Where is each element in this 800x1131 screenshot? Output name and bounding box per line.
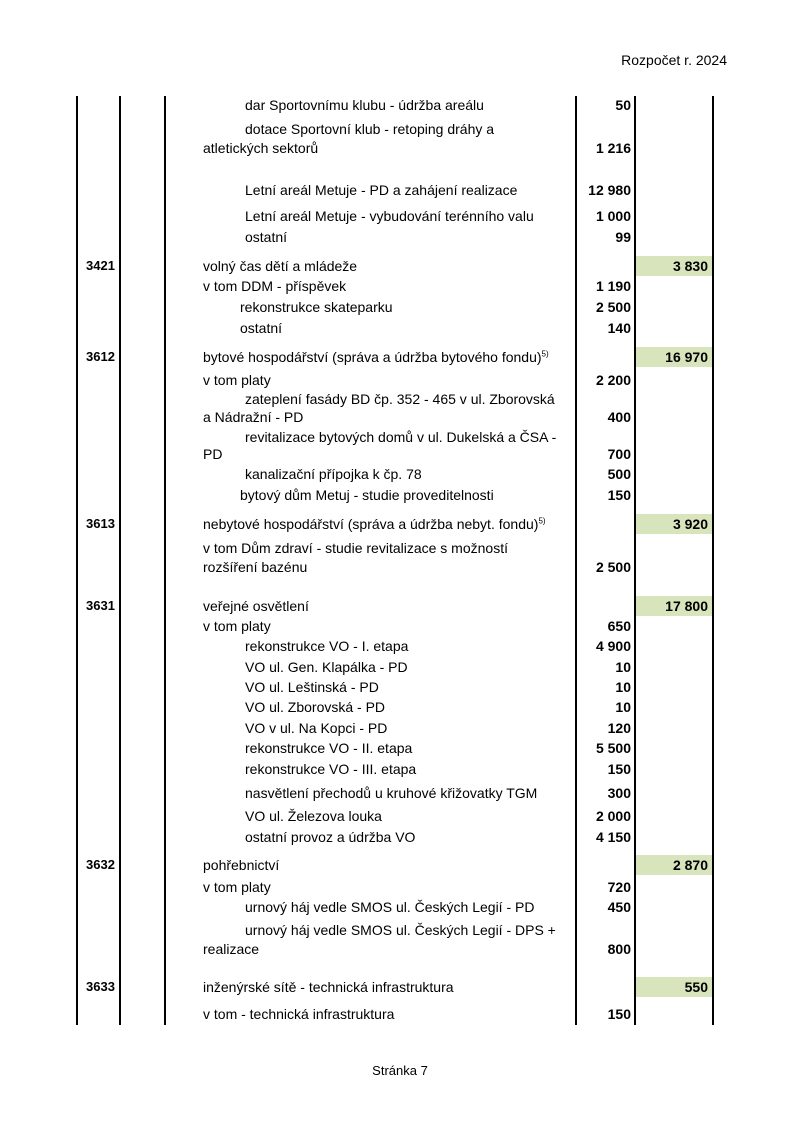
- item-amount: 2 200: [595, 372, 631, 388]
- item-description: v tom platy: [203, 618, 271, 634]
- table-row: [0, 538, 800, 558]
- item-description: veřejné osvětlení: [203, 598, 309, 614]
- item-description: ostatní: [240, 320, 283, 336]
- item-amount: 1 216: [595, 140, 631, 156]
- table-row: [0, 95, 800, 115]
- table-row: [0, 877, 800, 897]
- section-total: 16 970: [636, 347, 712, 367]
- item-amount: 300: [607, 785, 631, 801]
- table-row: [0, 718, 800, 738]
- item-amount: 99: [615, 229, 631, 245]
- item-amount: 1 000: [595, 208, 631, 224]
- table-row: [0, 180, 800, 200]
- table-row: [0, 256, 800, 276]
- table-row: [0, 920, 800, 940]
- item-amount: 150: [607, 1006, 631, 1022]
- item-description: urnový háj vedle SMOS ul. Českých Legií - PD: [245, 899, 535, 915]
- item-amount: 500: [607, 466, 631, 482]
- page-header-title: Rozpočet r. 2024: [621, 52, 727, 68]
- item-description: urnový háj vedle SMOS ul. Českých Legií - DPS +: [245, 922, 556, 938]
- item-amount: 400: [607, 409, 631, 425]
- table-row: [0, 138, 800, 158]
- item-description: bytový dům Metuj - studie proveditelnosti: [240, 487, 494, 503]
- item-amount: 140: [607, 320, 631, 336]
- item-amount: 10: [615, 659, 631, 675]
- item-description: realizace: [203, 941, 260, 957]
- item-description: VO ul. Zborovská - PD: [245, 699, 386, 715]
- item-amount: 12 980: [588, 182, 631, 198]
- table-row: [0, 389, 800, 409]
- paragraph-code: 3421: [86, 258, 115, 273]
- item-description: rekonstrukce VO - II. etapa: [245, 740, 413, 756]
- item-amount: 700: [607, 446, 631, 462]
- item-description: rekonstrukce VO - I. etapa: [245, 638, 409, 654]
- table-row: [0, 827, 800, 847]
- item-description: ostatní: [245, 229, 288, 245]
- footnote-mark: 5): [541, 349, 549, 359]
- table-row: [0, 1004, 800, 1024]
- table-row: [0, 370, 800, 390]
- item-description: VO v ul. Na Kopci - PD: [245, 720, 388, 736]
- item-description: v tom DDM - příspěvek: [203, 278, 347, 294]
- item-amount: 2 500: [595, 559, 631, 575]
- item-amount: 4 150: [595, 829, 631, 845]
- table-row: [0, 636, 800, 656]
- table-row: [0, 738, 800, 758]
- item-description: Letní areál Metuje - PD a zahájení realizace: [245, 182, 518, 198]
- item-amount: 2 000: [595, 808, 631, 824]
- table-row: [0, 977, 800, 997]
- item-description: nasvětlení přechodů u kruhové křižovatky TGM: [245, 785, 538, 801]
- item-description: a Nádražní - PD: [203, 409, 304, 425]
- item-description: bytové hospodářství (správa a údržba bytového fondu)$^{5)}$: [203, 349, 549, 365]
- table-row: [0, 759, 800, 779]
- item-amount: 150: [607, 487, 631, 503]
- table-row: [0, 227, 800, 247]
- item-description: VO ul. Leštinská - PD: [245, 679, 379, 695]
- item-description: pohřebnictví: [203, 857, 280, 873]
- footnote-mark: 5): [538, 516, 546, 526]
- paragraph-code: 3613: [86, 516, 115, 531]
- item-amount: 720: [607, 879, 631, 895]
- table-row: [0, 347, 800, 367]
- item-amount: 450: [607, 899, 631, 915]
- table-row: [0, 783, 800, 803]
- table-row: [0, 697, 800, 717]
- item-description: PD: [203, 446, 223, 462]
- table-row: [0, 557, 800, 577]
- table-row: [0, 444, 800, 464]
- table-row: [0, 206, 800, 226]
- item-description: inženýrské sítě - technická infrastruktura: [203, 979, 454, 995]
- table-row: [0, 514, 800, 534]
- item-amount: 650: [607, 618, 631, 634]
- section-total: 550: [636, 977, 712, 997]
- item-description: zateplení fasády BD čp. 352 - 465 v ul. Zborovská: [245, 391, 555, 407]
- item-description: kanalizační přípojka k čp. 78: [245, 466, 422, 482]
- item-description: rekonstrukce skateparku: [240, 299, 393, 315]
- item-amount: 150: [607, 761, 631, 777]
- item-description: dar Sportovnímu klubu - údržba areálu: [245, 97, 484, 113]
- item-description: VO ul. Železova louka: [245, 808, 382, 824]
- table-row: [0, 897, 800, 917]
- item-amount: 10: [615, 679, 631, 695]
- table-row: [0, 616, 800, 636]
- table-row: [0, 596, 800, 616]
- page-number: Stránka 7: [372, 1063, 428, 1078]
- item-amount: 5 500: [595, 740, 631, 756]
- table-row: [0, 939, 800, 959]
- item-description: rozšíření bazénu: [203, 559, 308, 575]
- section-total: 3 920: [636, 514, 712, 534]
- table-row: [0, 297, 800, 317]
- item-description: atletických sektorů: [203, 140, 319, 156]
- table-row: [0, 677, 800, 697]
- table-row: [0, 276, 800, 296]
- table-row: [0, 855, 800, 875]
- paragraph-code: 3633: [86, 979, 115, 994]
- item-description: v tom Dům zdraví - studie revitalizace s možností: [203, 540, 508, 556]
- item-amount: 2 500: [595, 299, 631, 315]
- table-row: [0, 407, 800, 427]
- item-description: v tom platy: [203, 372, 271, 388]
- section-total: 3 830: [636, 256, 712, 276]
- table-row: [0, 657, 800, 677]
- item-description: v tom - technická infrastruktura: [203, 1006, 395, 1022]
- item-description: volný čas dětí a mládeže: [203, 258, 358, 274]
- item-description: Letní areál Metuje - vybudování terénního valu: [245, 208, 534, 224]
- item-description: VO ul. Gen. Klapálka - PD: [245, 659, 408, 675]
- table-row: [0, 464, 800, 484]
- item-description: rekonstrukce VO - III. etapa: [245, 761, 417, 777]
- item-description: ostatní provoz a údržba VO: [245, 829, 416, 845]
- item-description: v tom platy: [203, 879, 271, 895]
- paragraph-code: 3631: [86, 598, 115, 613]
- item-amount: 4 900: [595, 638, 631, 654]
- item-amount: 120: [607, 720, 631, 736]
- table-row: [0, 119, 800, 139]
- table-row: [0, 318, 800, 338]
- item-description: nebytové hospodářství (správa a údržba nebyt. fondu)$^{5)}$: [203, 516, 546, 532]
- item-amount: 1 190: [595, 278, 631, 294]
- item-amount: 50: [615, 97, 631, 113]
- paragraph-code: 3632: [86, 857, 115, 872]
- table-row: [0, 485, 800, 505]
- item-amount: 10: [615, 699, 631, 715]
- item-description: dotace Sportovní klub - retoping dráhy a: [245, 121, 495, 137]
- item-amount: 800: [607, 941, 631, 957]
- section-total: 17 800: [636, 596, 712, 616]
- item-description: revitalizace bytových domů v ul. Dukelská a ČSA -: [245, 429, 557, 445]
- paragraph-code: 3612: [86, 349, 115, 364]
- section-total: 2 870: [636, 855, 712, 875]
- table-row: [0, 806, 800, 826]
